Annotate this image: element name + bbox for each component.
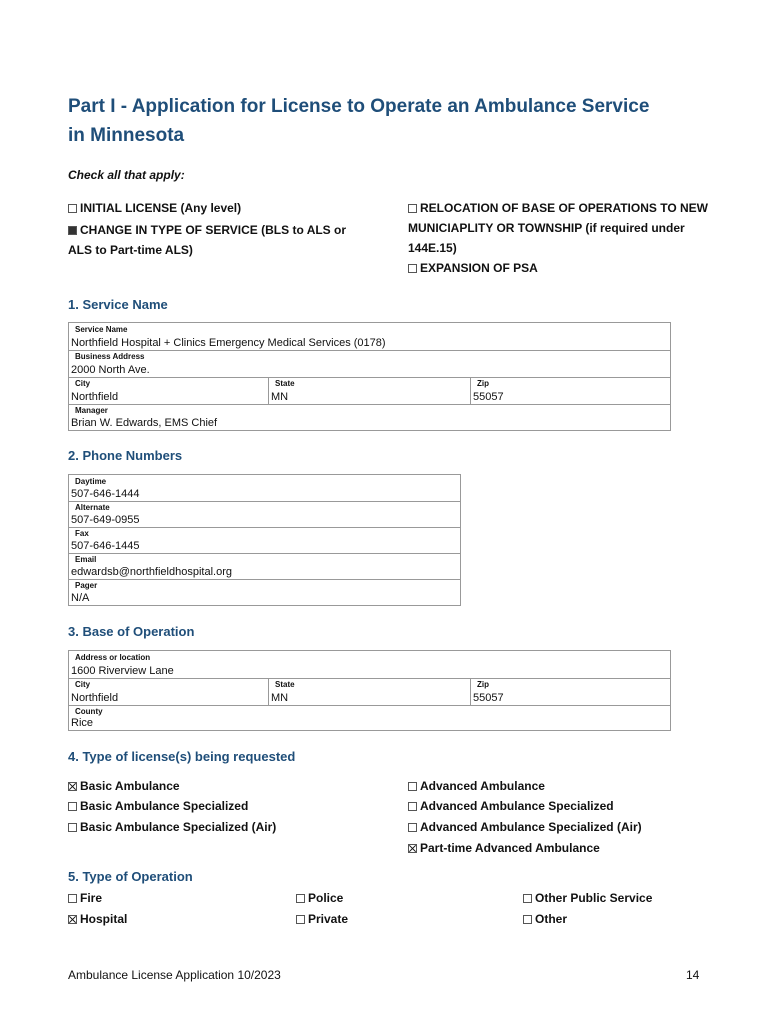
option-label: Basic Ambulance Specialized	[80, 799, 249, 813]
initial-license-option[interactable]	[68, 198, 241, 218]
field-label: City	[75, 379, 91, 388]
base-zip-field[interactable]	[470, 678, 670, 705]
checkbox-icon[interactable]	[523, 915, 532, 924]
option-label: Other	[535, 912, 568, 926]
field-label: Daytime	[75, 477, 107, 486]
option-label: EXPANSION OF PSA	[420, 261, 538, 275]
field-label: Service Name	[75, 325, 128, 334]
field-value: 55057	[473, 391, 504, 403]
field-value: 55057	[473, 692, 504, 704]
base-of-operation-form	[68, 650, 671, 731]
advanced-ambulance-specialized-air-option[interactable]	[408, 817, 642, 837]
field-label: Email	[75, 555, 97, 564]
page-title: Part I - Application for License to Operate an Ambulance Service in Minnesota	[68, 96, 650, 146]
advanced-ambulance-specialized-option[interactable]	[408, 796, 614, 816]
field-label: State	[275, 680, 295, 689]
option-label: Advanced Ambulance	[420, 779, 545, 793]
relocation-option[interactable]	[408, 198, 708, 258]
checkbox-icon[interactable]	[408, 844, 417, 853]
basic-ambulance-specialized-option[interactable]	[68, 796, 248, 816]
field-value: 507-646-1444	[71, 488, 140, 500]
expansion-psa-option[interactable]	[408, 258, 538, 278]
fire-option[interactable]	[68, 888, 102, 908]
field-label: Zip	[477, 680, 489, 689]
field-label: Business Address	[75, 352, 145, 361]
checkbox-icon[interactable]	[296, 894, 305, 903]
checkbox-icon[interactable]	[68, 204, 77, 213]
county-row	[69, 705, 670, 730]
checkbox-icon[interactable]	[408, 782, 417, 791]
option-label: Advanced Ambulance Specialized	[420, 799, 614, 813]
checkbox-icon[interactable]	[68, 894, 77, 903]
section-license-type-heading: 4. Type of license(s) being requested	[68, 749, 296, 764]
service-name-form	[68, 322, 671, 431]
field-value: MN	[271, 391, 289, 403]
field-label: State	[275, 379, 295, 388]
checkbox-icon[interactable]	[68, 802, 77, 811]
basic-ambulance-specialized-air-option[interactable]	[68, 817, 276, 837]
change-type-option[interactable]	[68, 220, 368, 260]
daytime-field[interactable]	[69, 475, 460, 501]
option-label: Advanced Ambulance Specialized (Air)	[420, 820, 642, 834]
option-label: Private	[308, 912, 349, 926]
checkbox-icon[interactable]	[408, 823, 417, 832]
field-value: 507-646-1445	[71, 540, 140, 552]
field-label: Fax	[75, 529, 89, 538]
option-label: Fire	[80, 891, 103, 905]
field-value: edwardsb@northfieldhospital.org	[71, 566, 232, 578]
checkbox-icon[interactable]	[408, 264, 417, 273]
email-row	[69, 553, 460, 580]
field-value: 1600 Riverview Lane	[71, 665, 174, 677]
section-service-name-heading: 1. Service Name	[68, 297, 168, 312]
section-base-of-operation-heading: 3. Base of Operation	[68, 624, 195, 639]
field-label: Manager	[75, 406, 108, 415]
base-city-state-zip-row	[69, 678, 670, 706]
checkbox-icon[interactable]	[408, 204, 417, 213]
field-value: Rice	[71, 717, 94, 729]
daytime-row	[69, 475, 460, 502]
field-value: Brian W. Edwards, EMS Chief	[71, 417, 218, 429]
fax-row	[69, 527, 460, 554]
city-state-zip-row	[69, 377, 670, 405]
checkbox-icon[interactable]	[68, 782, 77, 791]
field-value: N/A	[71, 592, 90, 604]
service-name-row	[69, 323, 670, 351]
checkbox-icon[interactable]	[68, 915, 77, 924]
field-label: Address or location	[75, 653, 151, 662]
field-label: County	[75, 707, 103, 716]
option-label: Hospital	[80, 912, 128, 926]
state-field[interactable]	[268, 377, 471, 404]
business-address-field[interactable]	[69, 350, 670, 377]
manager-row	[69, 404, 670, 430]
option-label: INITIAL LICENSE (Any level)	[80, 201, 242, 215]
manager-field[interactable]	[69, 404, 670, 430]
pager-row	[69, 579, 460, 605]
police-option[interactable]	[296, 888, 343, 908]
option-label: Basic Ambulance Specialized (Air)	[80, 820, 277, 834]
field-value: Northfield Hospital + Clinics Emergency Medical Services (0178)	[71, 337, 386, 349]
field-value: 2000 North Ave.	[71, 364, 150, 376]
base-city-field[interactable]	[69, 678, 268, 705]
alternate-field[interactable]	[69, 501, 460, 527]
base-state-field[interactable]	[268, 678, 471, 705]
field-value: MN	[271, 692, 289, 704]
field-value: Northfield	[71, 391, 119, 403]
email-field[interactable]	[69, 553, 460, 579]
section-phone-numbers-heading: 2. Phone Numbers	[68, 448, 183, 463]
checkbox-icon[interactable]	[68, 226, 77, 235]
option-label: Basic Ambulance	[80, 779, 180, 793]
check-all-instruction: Check all that apply:	[68, 168, 185, 182]
phone-numbers-form	[68, 474, 461, 606]
checkbox-icon[interactable]	[68, 823, 77, 832]
address-field[interactable]	[69, 651, 670, 678]
option-label: RELOCATION OF BASE OF OPERATIONS TO NEW MUNICIAPLITY OR TOWNSHIP (if required under 144E.15)	[408, 201, 709, 255]
field-value: 507-649-0955	[71, 514, 140, 526]
private-option[interactable]	[296, 909, 348, 929]
other-option[interactable]	[523, 909, 567, 929]
advanced-ambulance-option[interactable]	[408, 776, 545, 796]
part-time-advanced-ambulance-option[interactable]	[408, 838, 600, 858]
section-operation-type-heading: 5. Type of Operation	[68, 869, 193, 884]
option-label: Other Public Service	[535, 891, 653, 905]
city-field[interactable]	[69, 377, 268, 404]
service-name-field[interactable]	[69, 323, 670, 350]
option-label: Part-time Advanced Ambulance	[420, 841, 600, 855]
field-label: Zip	[477, 379, 489, 388]
checkbox-icon[interactable]	[296, 915, 305, 924]
alternate-row	[69, 501, 460, 528]
field-label: City	[75, 680, 91, 689]
footer-text: Ambulance License Application 10/2023	[68, 968, 281, 982]
checkbox-icon[interactable]	[523, 894, 532, 903]
address-row	[69, 651, 670, 679]
other-public-service-option[interactable]	[523, 888, 652, 908]
hospital-option[interactable]	[68, 909, 127, 929]
county-field[interactable]	[69, 705, 670, 730]
business-address-row	[69, 350, 670, 378]
pager-field[interactable]	[69, 579, 460, 605]
field-value: Northfield	[71, 692, 119, 704]
basic-ambulance-option[interactable]	[68, 776, 180, 796]
page-number: 14	[686, 968, 700, 982]
field-label: Alternate	[75, 503, 110, 512]
fax-field[interactable]	[69, 527, 460, 553]
checkbox-icon[interactable]	[408, 802, 417, 811]
option-label: CHANGE IN TYPE OF SERVICE (BLS to ALS or ALS to Part-time ALS)	[68, 223, 347, 257]
field-label: Pager	[75, 581, 98, 590]
zip-field[interactable]	[470, 377, 670, 404]
option-label: Police	[308, 891, 344, 905]
